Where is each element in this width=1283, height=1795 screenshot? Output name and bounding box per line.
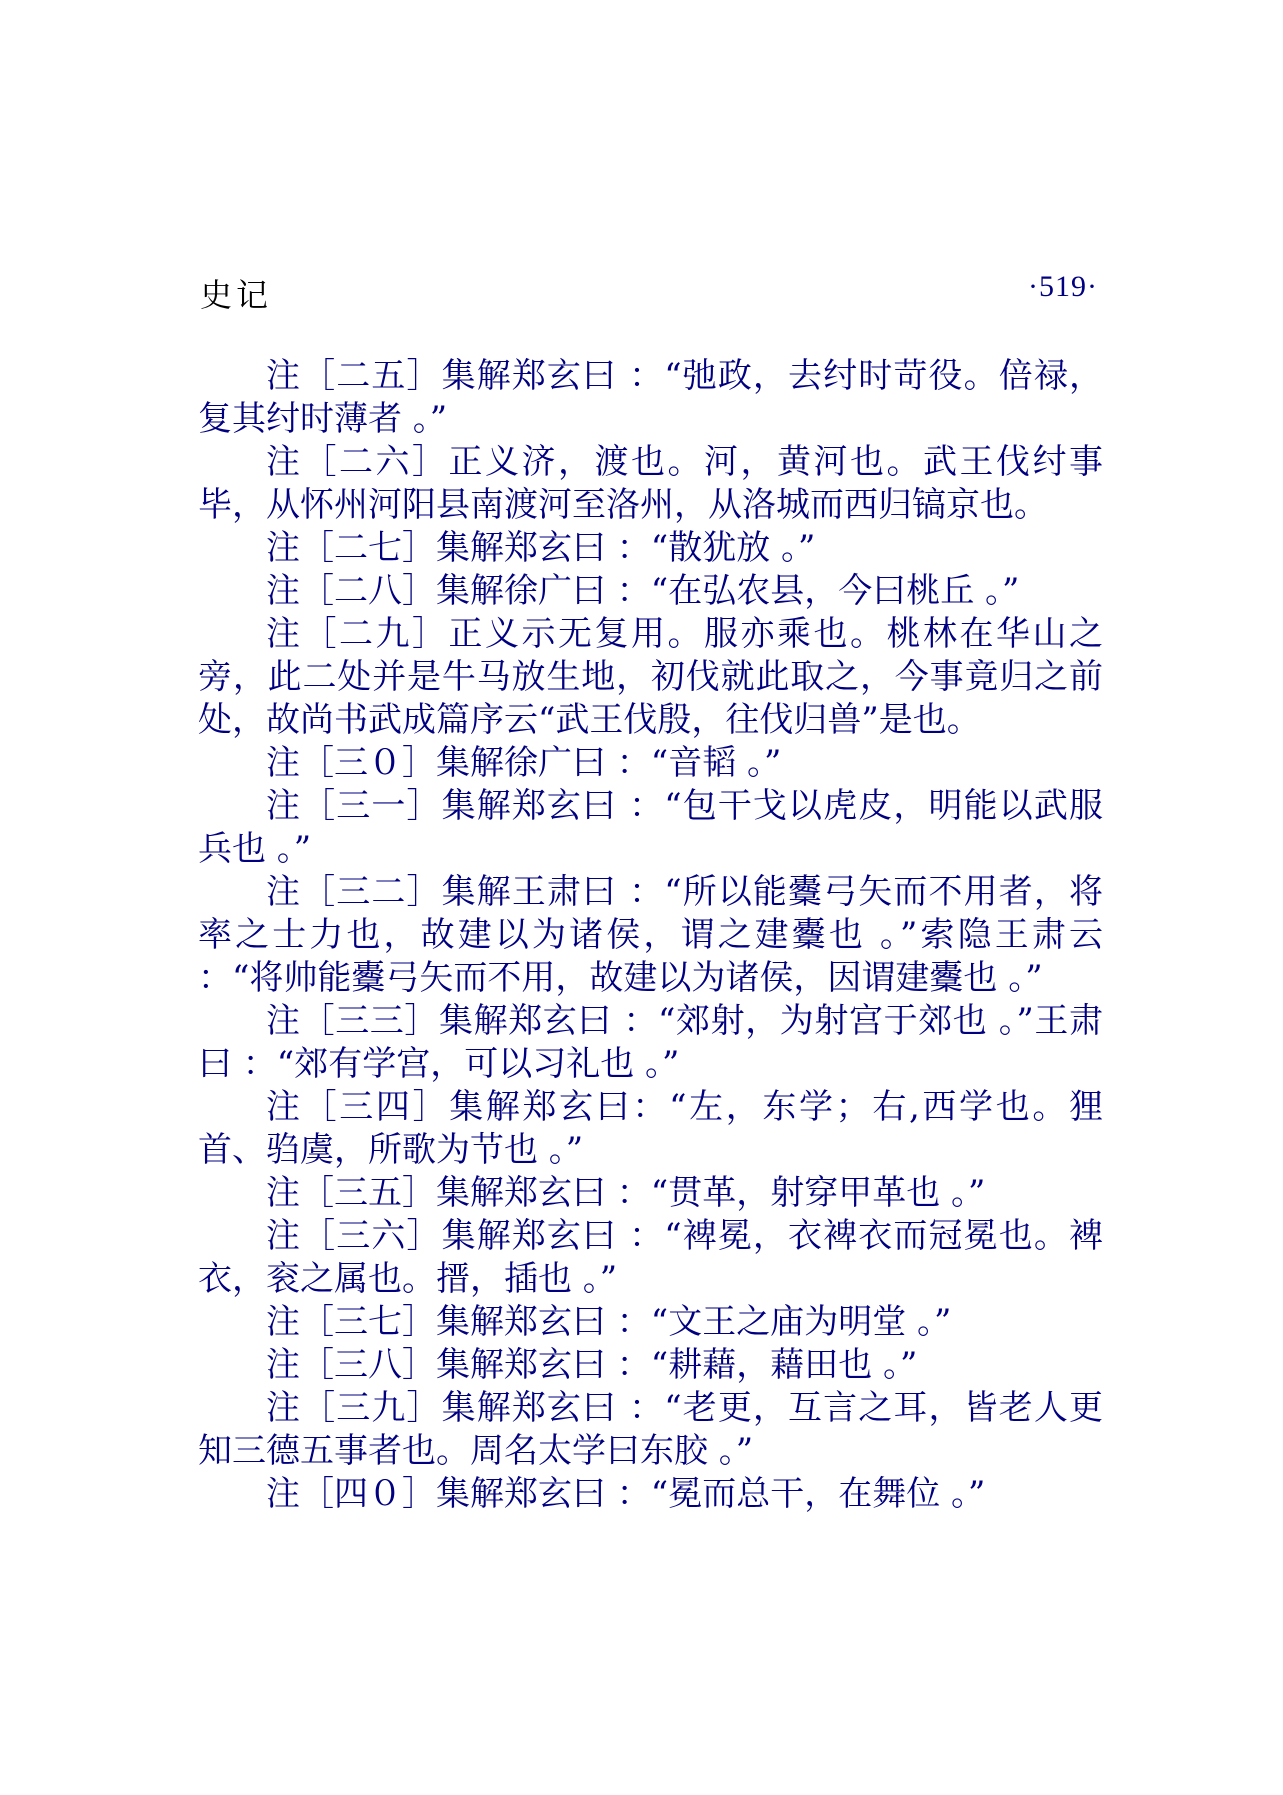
page-number: ·519·	[1028, 270, 1098, 303]
note-paragraph: 注［二五］集解郑玄曰 ：“弛政，去纣时苛役。倍禄，复其纣时薄者 。”	[198, 356, 1103, 439]
annotation-body	[198, 355, 1103, 1516]
note-paragraph: 注［三八］集解郑玄曰 ：“耕藉，藉田也 。”	[266, 1345, 918, 1385]
note-paragraph: 注［三０］集解徐广曰 ：“音韬 。”	[266, 743, 782, 783]
note-paragraph: 注［三二］集解王肃曰 ：“所以能櫜弓矢而不用者，将率之士力也，故建以为诸侯，谓之建櫜也 。”索隐王肃云 ：“将帅能櫜弓矢而不用，故建以为诸侯，因谓建櫜也 。”	[198, 872, 1103, 998]
note-paragraph: 注［四０］集解郑玄曰 ：“冕而总干，在舞位 。”	[266, 1474, 986, 1514]
note-paragraph: 注［二七］集解郑玄曰 ：“散犹放 。”	[266, 528, 816, 568]
note-paragraph: 注［三六］集解郑玄曰 ：“裨冕，衣裨衣而冠冕也。裨衣，衮之属也。搢，插也 。”	[198, 1216, 1103, 1299]
note-paragraph: 注［二九］正义示无复用。服亦乘也。桃林在华山之旁，此二处并是牛马放生地，初伐就此取之，今事竟归之前处，故尚书武成篇序云“武王伐殷，往伐归兽”是也。	[198, 614, 1103, 740]
note-paragraph: 注［二八］集解徐广曰 ：“在弘农县，今曰桃丘 。”	[266, 571, 1020, 611]
note-paragraph: 注［三五］集解郑玄曰 ：“贯革，射穿甲革也 。”	[266, 1173, 986, 1213]
note-paragraph: 注［二六］正义济，渡也。河，黄河也。武王伐纣事毕，从怀州河阳县南渡河至洛州，从洛城而西归镐京也。	[198, 442, 1103, 525]
note-paragraph: 注［三一］集解郑玄曰 ：“包干戈以虎皮，明能以武服兵也 。”	[198, 786, 1103, 869]
note-paragraph: 注［三四］集解郑玄曰：“左，东学；右,西学也。狸首、驺虞，所歌为节也 。”	[198, 1087, 1103, 1170]
note-paragraph: 注［三三］集解郑玄曰 ：“郊射，为射宫于郊也 。”王肃曰 ：“郊有学宫，可以习礼也 。”	[198, 1001, 1103, 1084]
running-title: 史记	[200, 276, 273, 314]
note-paragraph: 注［三七］集解郑玄曰 ：“文王之庙为明堂 。”	[266, 1302, 952, 1342]
note-paragraph: 注［三九］集解郑玄曰 ：“老更，互言之耳，皆老人更知三德五事者也。周名太学曰东胶 。”	[198, 1388, 1103, 1471]
